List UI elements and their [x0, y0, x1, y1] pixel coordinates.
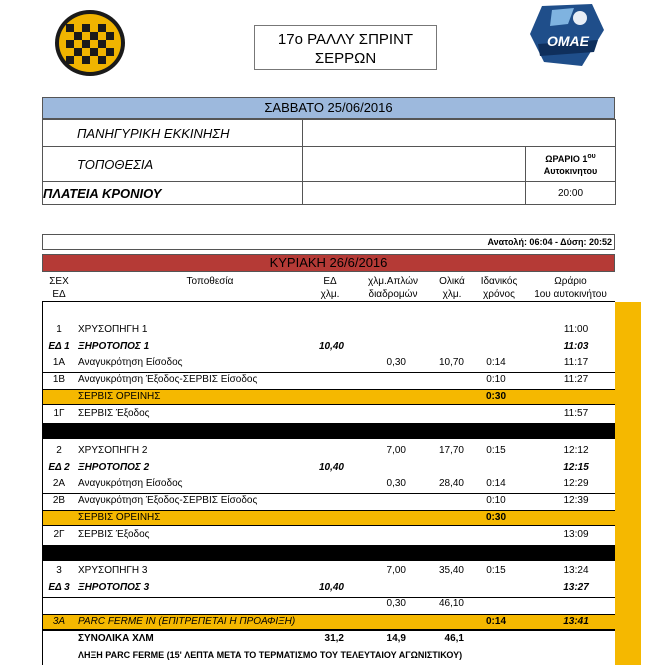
row-code: ΕΔ 3 [48, 582, 70, 593]
row-ideal-time: 0:14 [486, 478, 506, 489]
row-total-km: 28,40 [438, 478, 464, 489]
row-total-km: 17,70 [438, 445, 464, 456]
saturday-time: 20:00 [526, 182, 616, 205]
row-divider [42, 372, 615, 373]
row-time: 13:24 [563, 565, 589, 576]
row-ideal-time: 0:15 [486, 565, 506, 576]
row-time: 11:17 [563, 357, 589, 368]
row-ideal-time: 0:30 [485, 391, 506, 402]
schedule-label: ΩΡΑΡΙΟ $1^{o\upsilon}$ Αυτοκινητου [526, 147, 616, 182]
event-name: ΠΑΝΗΓΥΡΙΚΗ ΕΚΚΙΝΗΣΗ [43, 120, 303, 147]
row-total-km: 46,10 [438, 598, 464, 609]
sunrise-sunset: Ανατολή: 06:04 - Δύση: 20:52 [42, 234, 615, 250]
row-ed-km: 10,40 [318, 341, 344, 352]
row-divider [42, 630, 615, 631]
row-time: 11:57 [563, 408, 589, 419]
row-location: ΞΗΡΟΤΟΠΟΣ 2 [78, 462, 150, 473]
row-time: 11:00 [563, 324, 589, 335]
row-code: ΕΔ 1 [48, 341, 70, 352]
totals-label: ΣΥΝΟΛΙΚΑ ΧΛΜ [78, 633, 154, 644]
row-location: ΣΕΡΒΙΣ ΟΡΕΙΝΗΣ [78, 512, 161, 523]
row-location: ΞΗΡΟΤΟΠΟΣ 3 [78, 582, 150, 593]
row-location: Αναγυκρότηση Είσοδος [78, 478, 183, 489]
row-code: ΕΔ 2 [48, 462, 70, 473]
club-logo-icon [52, 6, 128, 78]
yellow-sidebar [615, 422, 641, 546]
col-schedule: Ωράριο 1ου αυτοκινήτου [534, 276, 607, 300]
row-location: Αναγυκρότηση Έξοδος-ΣΕΡΒΙΣ Είσοδος [78, 374, 258, 385]
row-time: 12:15 [563, 462, 589, 473]
row-location: PARC FERME IN (ΕΠΙΤΡΕΠΕΤΑΙ Η ΠΡΟΑΦΙΞΗ) [78, 616, 296, 627]
row-code: 3Α [52, 616, 66, 627]
row-ideal-time: 0:10 [486, 495, 506, 506]
title-line-2: ΣΕΡΡΩΝ [314, 50, 377, 67]
row-ideal-time: 0:30 [485, 512, 506, 523]
row-ed-km: 10,40 [318, 462, 344, 473]
col-route-km: χλμ.Απλών διαδρομών [367, 276, 418, 300]
col-location: Τοποθεσία [186, 276, 234, 287]
row-total-km: 10,70 [438, 357, 464, 368]
row-code: 1Γ [53, 408, 65, 419]
totals-route: 14,9 [386, 633, 406, 644]
row-location: ΞΗΡΟΤΟΠΟΣ 1 [78, 341, 150, 352]
row-location: ΣΕΡΒΙΣ Έξοδος [78, 529, 150, 540]
row-time: 13:41 [563, 616, 589, 627]
header-divider [42, 301, 615, 302]
row-time: 13:09 [563, 529, 589, 540]
title-line-1: 17ο ΡΑΛΛΥ ΣΠΡΙΝΤ [277, 31, 414, 48]
row-code: 2 [56, 445, 62, 456]
row-location: ΧΡΥΣΟΠΗΓΗ 3 [78, 565, 148, 576]
row-ideal-time: 0:15 [486, 445, 506, 456]
row-ed-km: 10,40 [318, 582, 344, 593]
separator-band [42, 545, 615, 561]
separator-band [42, 423, 615, 439]
row-code: 2Γ [53, 529, 65, 540]
document-title [254, 25, 437, 70]
row-ideal-time: 0:14 [486, 357, 506, 368]
yellow-sidebar [615, 546, 641, 665]
row-location: ΣΕΡΒΙΣ Έξοδος [78, 408, 150, 419]
saturday-table [42, 119, 616, 205]
row-time: 12:12 [563, 445, 589, 456]
footer-note: ΛΗΞΗ PARC FERME (15' ΛΕΠΤΑ ΜΕΤΑ ΤΟ ΤΕΡΜΑΤΙΣΜΟ ΤΟΥ ΤΕΛΕΥΤΑΙΟΥ ΑΓΩΝΙΣΤΙΚΟΥ) [78, 650, 463, 660]
row-route-km: 0,30 [386, 598, 406, 609]
col-sex: ΣΕΧ ΕΔ [49, 276, 69, 300]
row-code: 1 [56, 324, 62, 335]
row-route-km: 0,30 [386, 478, 406, 489]
col-total-km: Ολικά χλμ. [439, 276, 465, 300]
row-time: 12:39 [563, 495, 589, 506]
row-location: ΧΡΥΣΟΠΗΓΗ 1 [78, 324, 148, 335]
row-route-km: 0,30 [386, 357, 406, 368]
totals-total: 46,1 [444, 633, 464, 644]
col-ed-km: ΕΔ χλμ. [320, 276, 340, 300]
row-divider [42, 493, 615, 494]
row-time: 13:27 [563, 582, 589, 593]
row-code: 3 [56, 565, 62, 576]
row-time: 12:29 [563, 478, 589, 489]
row-ideal-time: 0:14 [485, 616, 506, 627]
row-location: ΣΕΡΒΙΣ ΟΡΕΙΝΗΣ [78, 391, 161, 402]
saturday-header: ΣΑΒΒΑΤΟ 25/06/2016 [42, 97, 615, 119]
row-code: 1Α [52, 357, 66, 368]
row-code: 1Β [52, 374, 66, 385]
totals-ed: 31,2 [324, 633, 344, 644]
omae-logo-text: ΟΜΑΕ [547, 33, 589, 49]
row-location: Αναγυκρότηση Έξοδος-ΣΕΡΒΙΣ Είσοδος [78, 495, 258, 506]
place-name: ΠΛΑΤΕΙΑ ΚΡΟΝΙΟΥ [43, 182, 303, 205]
row-ideal-time: 0:10 [486, 374, 506, 385]
row-code: 2Β [52, 495, 66, 506]
location-label: ΤΟΠΟΘΕΣΙΑ [43, 147, 303, 182]
row-location: ΧΡΥΣΟΠΗΓΗ 2 [78, 445, 148, 456]
row-total-km: 35,40 [438, 565, 464, 576]
row-time: 11:03 [563, 341, 589, 352]
sunday-header: ΚΥΡΙΑΚΗ 26/6/2016 [42, 254, 615, 272]
row-divider [42, 597, 615, 598]
row-route-km: 7,00 [386, 565, 406, 576]
row-time: 11:27 [563, 374, 589, 385]
yellow-sidebar [615, 302, 641, 422]
row-route-km: 7,00 [386, 445, 406, 456]
row-location: Αναγυκρότηση Είσοδος [78, 357, 183, 368]
row-code: 2Α [52, 478, 66, 489]
col-ideal-time: Ιδανικός χρόνος [480, 276, 518, 300]
